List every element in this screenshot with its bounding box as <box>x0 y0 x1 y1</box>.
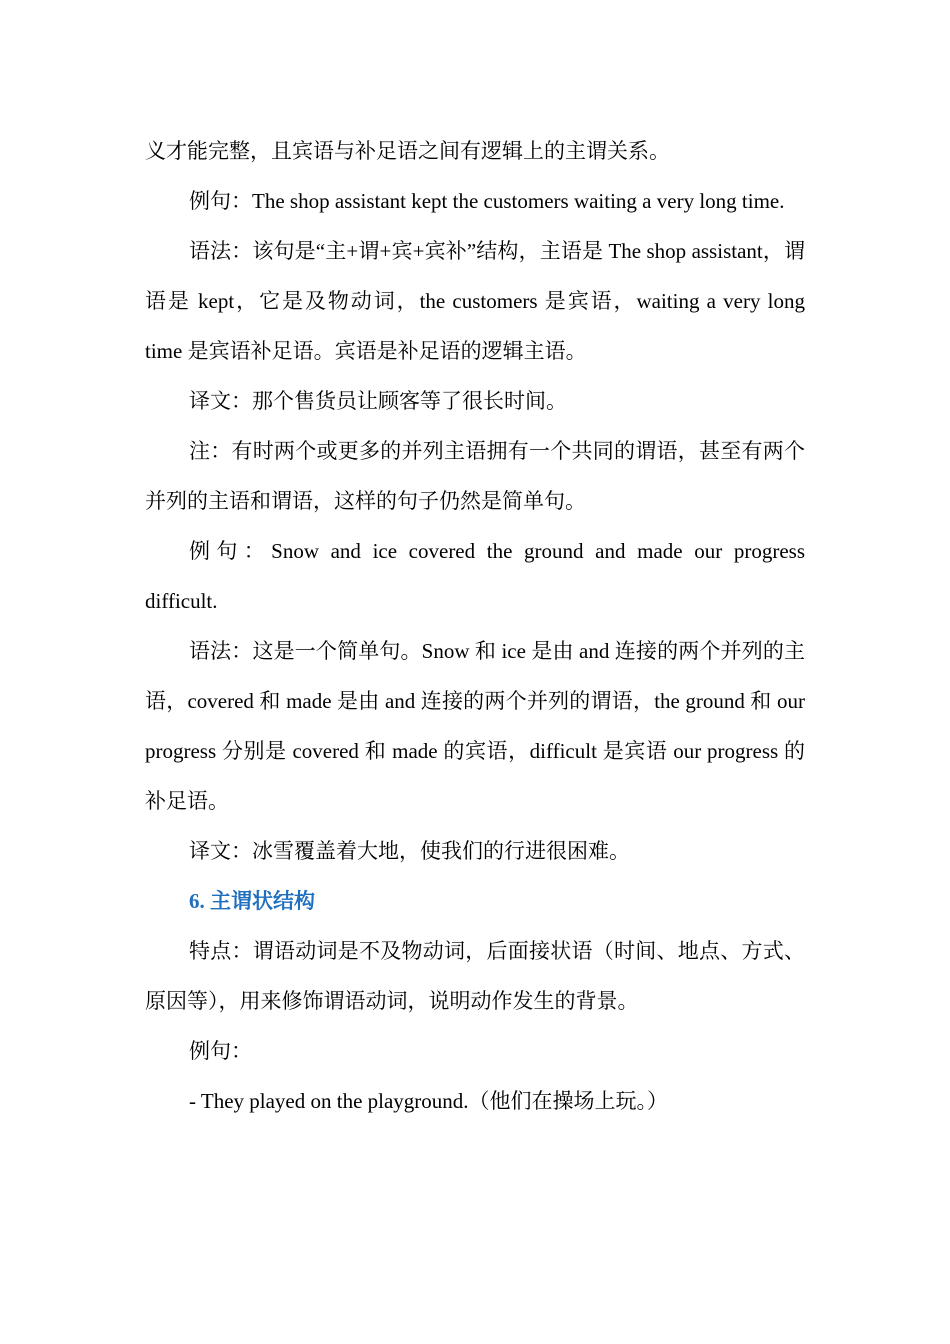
example-sentence-1: 例句：The shop assistant kept the customers waiting a very long time. <box>189 189 785 213</box>
example-sentence-2: 例句：Snow and ice covered the ground and made our progress difficult. <box>145 539 805 613</box>
paragraph-continuation: 义才能完整，且宾语与补足语之间有逻辑上的主谓关系。 <box>145 139 670 163</box>
section-heading: 6. 主谓状结构 <box>189 889 315 913</box>
section-example-item: - They played on the playground.（他们在操场上玩。） <box>189 1089 669 1113</box>
document-body <box>145 126 805 1126</box>
grammar-explanation-2: 语法：这是一个简单句。Snow 和 ice 是由 and 连接的两个并列的主语，covered 和 made 是由 and 连接的两个并列的谓语，the ground 和 our progress 分别是 covered 和 made 的宾语，difficult 是宾语 our progress 的补足语。 <box>145 639 805 813</box>
translation-1: 译文：那个售货员让顾客等了很长时间。 <box>189 389 567 413</box>
section-feature-paragraph: 特点：谓语动词是不及物动词，后面接状语（时间、地点、方式、原因等），用来修饰谓语动词，说明动作发生的背景。 <box>145 939 805 1013</box>
note-paragraph: 注：有时两个或更多的并列主语拥有一个共同的谓语，甚至有两个并列的主语和谓语，这样的句子仍然是简单句。 <box>145 439 805 513</box>
grammar-explanation-1: 语法：该句是“主+谓+宾+宾补”结构，主语是 The shop assistant，谓语是 kept，它是及物动词，the customers 是宾语，waiting a very long time 是宾语补足语。宾语是补足语的逻辑主语。 <box>145 239 805 363</box>
section-example-label: 例句： <box>189 1039 252 1063</box>
translation-2: 译文：冰雪覆盖着大地，使我们的行进很困难。 <box>189 839 630 863</box>
